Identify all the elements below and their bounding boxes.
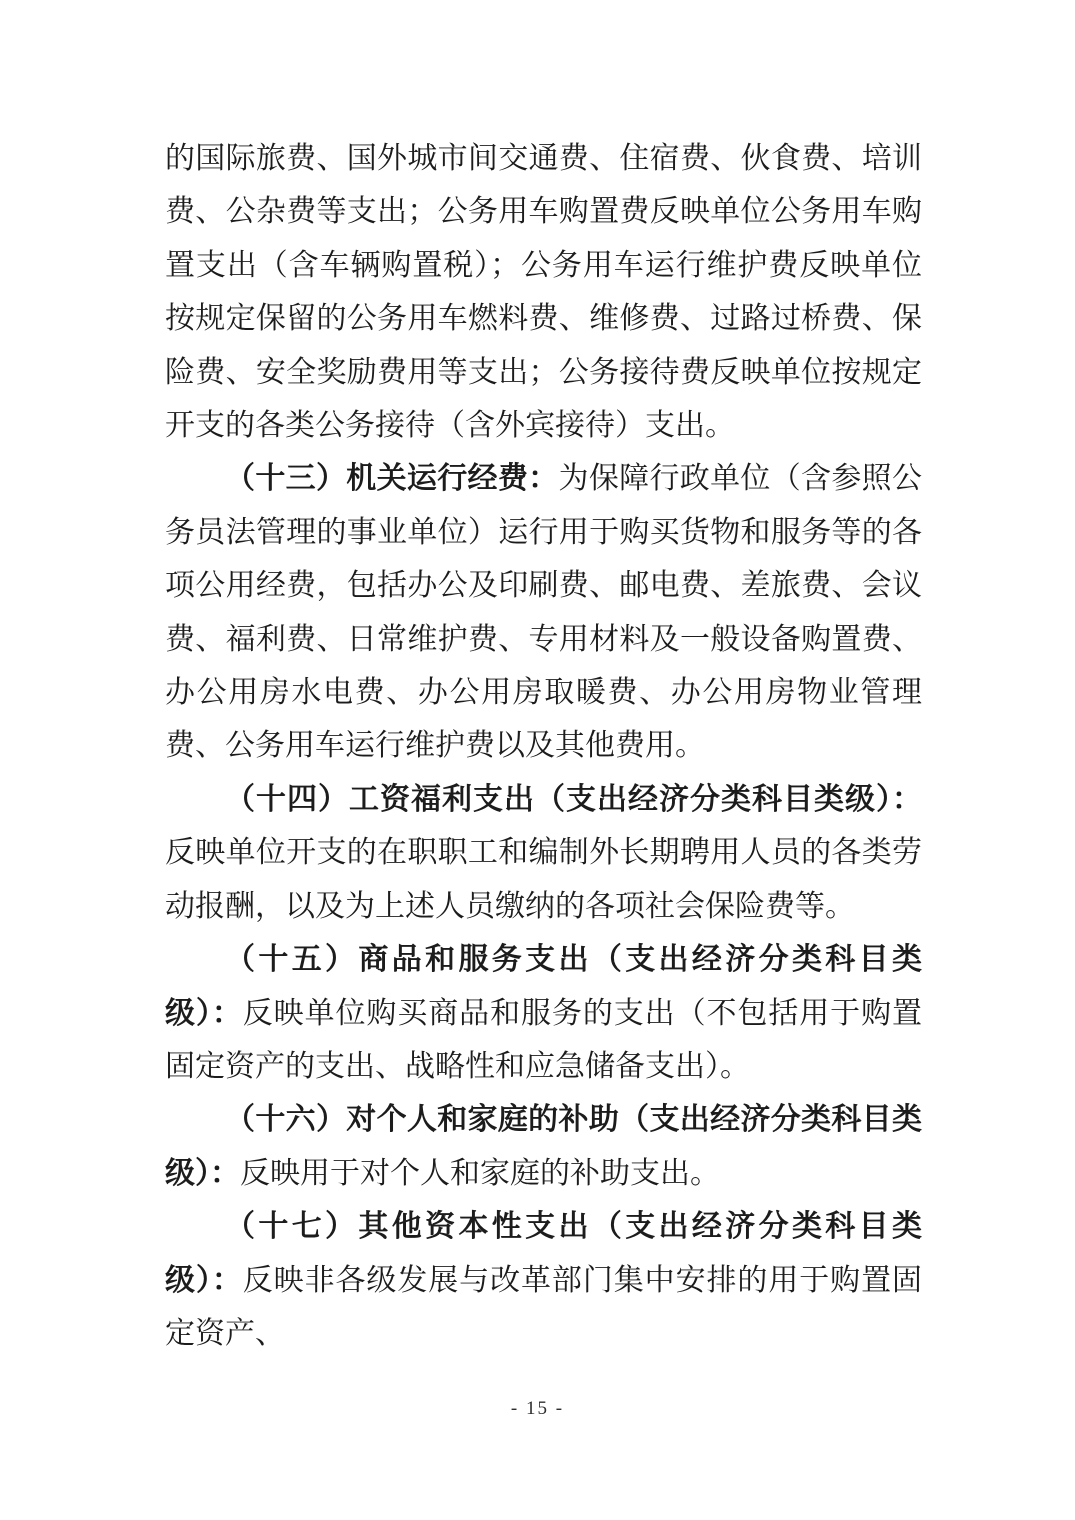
paragraph-heading: （十六）对个人和家庭的补助（支出经济分类科目类级）： xyxy=(165,1103,922,1190)
page-number: - 15 - xyxy=(510,1398,565,1419)
paragraph-16-subsidies-individuals-families xyxy=(165,1093,922,1200)
paragraph-body: 的国际旅费、国外城市间交通费、住宿费、伙食费、培训费、公杂费等支出；公务用车购置费反映单位公务用车购置支出（含车辆购置税）；公务用车运行维护费反映单位按规定保留的公务用车燃料费、维修费、过路过桥费、保险费、安全奖励费用等支出；公务接待费反映单位按规定开支的各类公务接待（含外宾接待）支出。 xyxy=(165,142,922,443)
paragraph-travel-vehicle-reception-expenses xyxy=(165,132,922,452)
paragraph-heading: （十七）其他资本性支出（支出经济分类科目类级）： xyxy=(165,1210,922,1297)
page-body-text xyxy=(165,132,922,1360)
paragraph-body: 反映单位开支的在职职工和编制外长期聘用人员的各类劳动报酬，以及为上述人员缴纳的各项社会保险费等。 xyxy=(165,836,922,923)
paragraph-heading: （十三）机关运行经费： xyxy=(225,462,559,496)
paragraph-13-agency-operating-funds xyxy=(165,452,922,772)
paragraph-14-salary-welfare-expenditure xyxy=(165,773,922,933)
paragraph-body: 反映单位购买商品和服务的支出（不包括用于购置固定资产的支出、战略性和应急储备支出）。 xyxy=(165,996,922,1083)
paragraph-heading: （十四）工资福利支出（支出经济分类科目类级）： xyxy=(225,782,922,816)
paragraph-heading: （十五）商品和服务支出（支出经济分类科目类级）： xyxy=(165,943,922,1030)
paragraph-15-goods-services-expenditure xyxy=(165,933,922,1093)
paragraph-body: 反映非各级发展与改革部门集中安排的用于购置固定资产、 xyxy=(165,1263,922,1350)
paragraph-body: 为保障行政单位（含参照公务员法管理的事业单位）运行用于购买货物和服务等的各项公用经费，包括办公及印刷费、邮电费、差旅费、会议费、福利费、日常维护费、专用材料及一般设备购置费、办公用房水电费、办公用房取暖费、办公用房物业管理费、公务用车运行维护费以及其他费用。 xyxy=(165,462,922,763)
paragraph-body: 反映用于对个人和家庭的补助支出。 xyxy=(240,1156,720,1190)
paragraph-17-other-capital-expenditure xyxy=(165,1200,922,1360)
